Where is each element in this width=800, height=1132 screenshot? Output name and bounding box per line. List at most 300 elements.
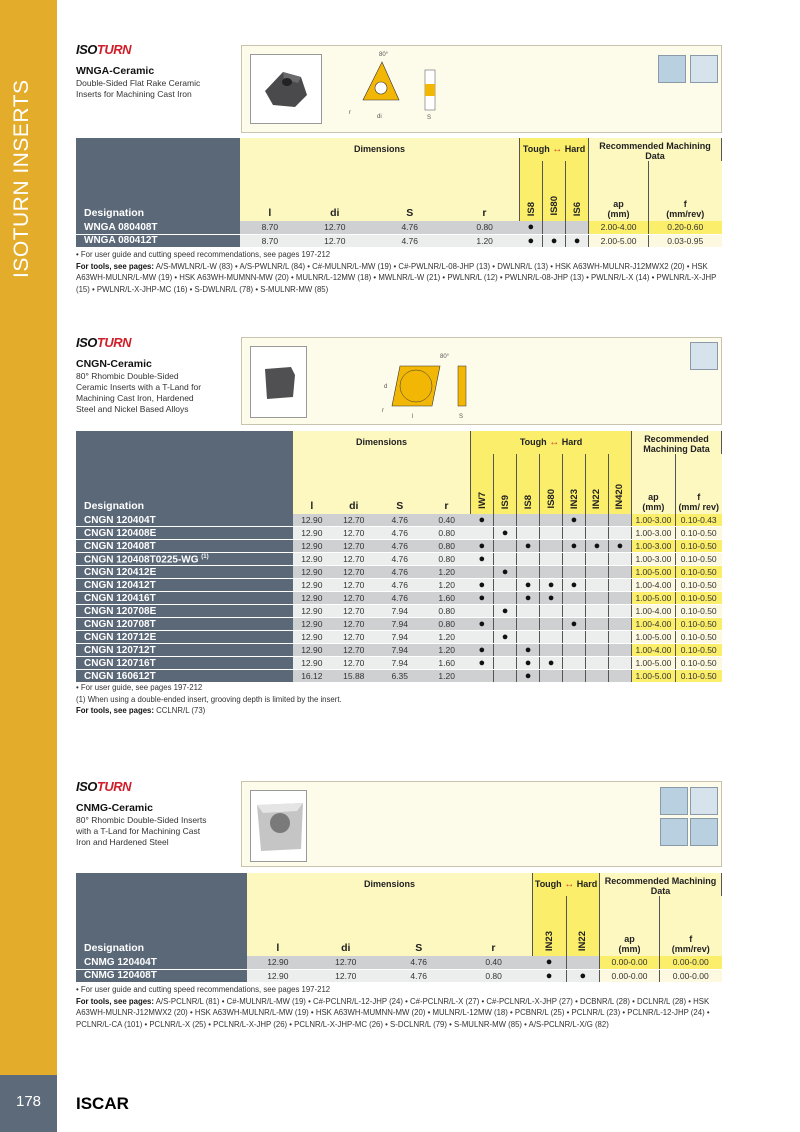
cell-s: 4.76 [377,579,423,592]
grade-availability [585,670,608,683]
designation: CNGN 120404T [76,514,293,527]
svg-text:l: l [412,414,414,420]
available-dot-icon: ● [570,540,578,553]
available-dot-icon: ● [593,540,601,553]
cell-r: 1.20 [450,234,520,247]
note: • For user guide, see pages 197-212 [76,683,203,693]
grade-availability [608,618,631,631]
grade-availability [608,514,631,527]
cell-s: 4.76 [370,221,450,234]
grade-availability [517,566,540,579]
grade-availability [471,514,494,527]
designation: CNMG 120404T [76,956,247,969]
grade-availability [517,644,540,657]
cell-s: 7.94 [377,605,423,618]
designation: CNMG 120408T [76,969,247,982]
svg-text:S: S [459,414,464,420]
header-s: S [377,454,423,514]
cell-f: 0.10-0.50 [675,553,721,566]
cell-ap: 1.00-5.00 [631,631,675,644]
cell-di: 12.70 [309,956,383,969]
cell-di: 12.70 [331,644,377,657]
cell-l: 8.70 [240,221,300,234]
cell-ap: 2.00-4.00 [589,221,649,234]
grade-availability [543,221,566,234]
cell-s: 4.76 [377,592,423,605]
designation: CNGN 120712T [76,644,293,657]
header-r: r [455,896,533,956]
grade-availability [563,592,586,605]
cell-s: 4.76 [377,514,423,527]
grade-availability [540,527,563,540]
cell-f: 0.10-0.50 [675,670,721,683]
available-dot-icon: ● [501,527,509,540]
available-dot-icon: ● [478,644,486,657]
grade-availability [494,527,517,540]
isoturn-logo: ISOTURN [76,42,132,57]
header-grade-is80: IS80 [543,161,566,221]
cell-f: 0.10-0.50 [675,527,721,540]
cell-di: 12.70 [331,631,377,644]
section-cngn [76,335,722,716]
grade-availability [608,644,631,657]
header-dimensions: Dimensions [293,431,471,454]
cell-di: 12.70 [331,527,377,540]
grade-availability [585,553,608,566]
cell-r: 0.40 [423,514,471,527]
available-dot-icon: ● [478,540,486,553]
header-l: l [247,896,309,956]
sidebar-title: ISOTURN INSERTS [10,79,33,278]
application-icon-95-95 [690,55,718,83]
grade-availability [585,605,608,618]
cell-di: 12.70 [309,969,383,982]
application-icon-75 [660,787,688,815]
cell-s: 4.76 [383,956,455,969]
cell-di: 12.70 [331,514,377,527]
designation: CNGN 120708T [76,618,293,631]
table-row [76,618,722,631]
tools-reference: For tools, see pages: A/S-PCLNR/L (81) • C#-MULNR/L-MW (19) • C#-PCLNR/L-12-JHP (24) • C#-PCLNR/L-X (27) • C#-PCLNR/L-X-JHP (27) • DCBNR/L (28) • DCLNR/L (28) • HSK A63WH-MULNR-J12MWX2 (20) • HSK A63WH-MULNR/L-MW (19) • HSK A63WH-MUMNN-MW (20) • MULNR/L-12MW (18) • PCBNR/L (25) • PCLNR/L (23) • PCLNR/L-12-JHP (24) • PCLNR/L-CA (101) • PCLNR/L-X (25) • PCLNR/L-X-JHP (26) • PCLNR/L-X-JHP-MC (26) • S-DCLNR/L (79) • S-MULNR-MW (85) • A/S-PCLNR/L-X/G (82) [76,996,710,1029]
available-dot-icon: ● [524,670,532,683]
grade-availability [608,631,631,644]
available-dot-icon: ● [545,956,553,969]
cell-di: 12.70 [331,657,377,670]
cell-f: 0.10-0.50 [675,566,721,579]
header-l: l [293,454,331,514]
available-dot-icon: ● [524,540,532,553]
grade-availability [540,618,563,631]
header-r: r [423,454,471,514]
notes [76,249,722,295]
note: (1) When using a double-ended insert, grooving depth is limited by the insert. [76,694,342,704]
product-title: CNGN-Ceramic [76,358,152,370]
cell-di: 12.70 [331,592,377,605]
cell-ap: 0.00-0.00 [600,969,660,982]
cell-s: 4.76 [377,553,423,566]
cell-r: 0.80 [423,527,471,540]
grade-availability [566,969,599,982]
cell-f: 0.10-0.50 [675,657,721,670]
tools-reference: For tools, see pages: CCLNR/L (73) [76,706,206,716]
grade-availability [563,553,586,566]
grade-availability [540,579,563,592]
cell-di: 12.70 [331,553,377,566]
table-row [76,631,722,644]
application-icon-95 [658,55,686,83]
grade-availability [471,657,494,670]
cell-s: 7.94 [377,618,423,631]
product-description: 80° Rhombic Double-Sided Ceramic Inserts with a T-Land for Machining Cast Iron, Hardened Steel and Nickel Based Alloys [76,371,202,414]
cell-s: 4.76 [370,234,450,247]
cell-s: 4.76 [377,540,423,553]
header-grade-in420: IN420 [608,454,631,514]
header-grade-is80: IS80 [540,454,563,514]
header-designation: Designation [76,138,240,221]
table-row [76,605,722,618]
grade-availability [471,566,494,579]
grade-availability [494,592,517,605]
cell-r: 1.60 [423,592,471,605]
table-row [76,657,722,670]
note: • For user guide and cutting speed recommendations, see pages 197-212 [76,985,331,994]
cell-ap: 1.00-5.00 [631,592,675,605]
cell-s: 7.94 [377,631,423,644]
header-f: f (mm/rev) [649,161,722,221]
available-dot-icon: ● [547,657,555,670]
grade-availability [533,969,566,982]
cell-l: 12.90 [293,553,331,566]
brand-footer: ISCAR [76,1094,129,1113]
application-icon-95 [660,818,688,846]
cell-l: 12.90 [293,592,331,605]
grade-availability [517,540,540,553]
grade-availability [563,527,586,540]
designation: CNGN 120412T [76,579,293,592]
cell-l: 12.90 [293,631,331,644]
cell-f: 0.10-0.50 [675,644,721,657]
svg-text:r: r [349,110,351,116]
svg-text:r: r [382,408,384,414]
cell-l: 12.90 [247,956,309,969]
spec-table [76,431,722,683]
application-icon-95-95 [690,787,718,815]
grade-availability [533,956,566,969]
grade-availability [471,605,494,618]
product-description: 80° Rhombic Double-Sided Inserts with a T-Land for Machining Cast Iron and Hardened Steel [76,815,207,847]
cell-l: 12.90 [293,657,331,670]
grade-availability [563,579,586,592]
available-dot-icon: ● [478,618,486,631]
info-box [241,45,722,133]
cell-r: 1.60 [423,657,471,670]
header-grade-is8: IS8 [520,161,543,221]
grade-availability [494,553,517,566]
cell-di: 12.70 [331,540,377,553]
designation: CNGN 120408T0225-WG $^{(1)}$ [76,553,293,566]
header-ap: ap (mm) [600,896,660,956]
insert-photo [250,54,322,124]
cell-ap: 1.00-3.00 [631,540,675,553]
cell-f: 0.10-0.43 [675,514,721,527]
table-row [76,234,722,247]
table-row [76,592,722,605]
cell-f: 0.10-0.50 [675,592,721,605]
header-recommended: Recommended Machining Data [631,431,721,454]
header-designation: Designation [76,873,247,956]
header-ap: ap (mm) [631,454,675,514]
available-dot-icon: ● [570,514,578,527]
grade-availability [585,540,608,553]
header-grade-in22: IN22 [566,896,599,956]
header-grade-is6: IS6 [566,161,589,221]
available-dot-icon: ● [527,234,535,247]
available-dot-icon: ● [524,644,532,657]
grade-availability [585,618,608,631]
grade-availability [608,657,631,670]
cell-l: 12.90 [293,644,331,657]
page-number: 178 [15,1093,42,1110]
grade-availability [471,592,494,605]
cell-ap: 2.00-5.00 [589,234,649,247]
product-description: Double-Sided Flat Rake Ceramic Inserts for Machining Cast Iron [76,78,201,99]
table-row [76,514,722,527]
section-cnmg [76,779,722,1029]
double-arrow-icon: ↔ [564,879,575,890]
grade-availability [608,540,631,553]
header-grades: Tough ↔ Hard [520,138,589,161]
available-dot-icon: ● [570,579,578,592]
cell-s: 4.76 [377,527,423,540]
cell-ap: 1.00-5.00 [631,657,675,670]
grade-availability [563,514,586,527]
svg-text:di: di [377,114,382,120]
table-row [76,566,722,579]
tools-reference: For tools, see pages: A/S-MWLNR/L-W (83) • A/S-PWLNR/L (84) • C#-MULNR/L-MW (19) • C#-PWLNR/L-08-JHP (13) • DWLNR/L (13) • HSK A63WH-MULNR-J12MWX2 (20) • HSK A63WH-MULNR/L-MW (19) • HSK A63WH-MUMNN-MW (20) • MULNR/L-12MW (18) • MWLNR/L-W (21) • PWLNR/L (12) • PWLNR/L-08-JHP (13) • PWLNR/L-X (14) • PWLNR/L-X-JHP (15) • PWLNR/L-X-JHP-MC (16) • S-DWLNR/L (78) • S-MULNR-MW (85) [76,261,717,294]
table-row [76,644,722,657]
info-box [241,781,722,867]
table-row [76,670,722,683]
cell-s: 6.35 [377,670,423,683]
grade-availability [585,631,608,644]
available-dot-icon: ● [545,969,553,982]
grade-availability [585,566,608,579]
application-icon-75-b [690,818,718,846]
grade-availability [494,618,517,631]
available-dot-icon: ● [478,514,486,527]
grade-availability [494,631,517,644]
cell-ap: 1.00-4.00 [631,644,675,657]
grade-availability [608,566,631,579]
header-dimensions: Dimensions [247,873,533,896]
grade-availability [608,605,631,618]
grade-availability [563,605,586,618]
designation: WNGA 080408T [76,221,240,234]
designation: CNGN 120712E [76,631,293,644]
cell-s: 7.94 [377,644,423,657]
designation: CNGN 120412E [76,566,293,579]
header-r: r [450,161,520,221]
grade-availability [471,553,494,566]
cell-s: 4.76 [383,969,455,982]
product-title: WNGA-Ceramic [76,65,155,77]
table-row [76,540,722,553]
cell-f: 0.00-0.00 [659,956,721,969]
note: • For user guide and cutting speed recommendations, see pages 197-212 [76,250,331,259]
grade-availability [517,657,540,670]
grade-availability [563,670,586,683]
svg-text:S: S [427,115,432,121]
grade-availability [471,644,494,657]
grade-availability [585,644,608,657]
header-grade-is9: IS9 [494,454,517,514]
grade-availability [563,540,586,553]
table-row [76,527,722,540]
insert-photo [250,346,307,418]
spec-table [76,138,722,248]
grade-availability [585,657,608,670]
header-designation: Designation [76,431,293,514]
header-di: di [331,454,377,514]
header-f: f (mm/ rev) [675,454,721,514]
grade-availability [494,670,517,683]
cell-l: 16.12 [293,670,331,683]
grade-availability [585,592,608,605]
grade-availability [540,540,563,553]
grade-availability [540,514,563,527]
info-box [241,337,722,425]
grade-availability [540,644,563,657]
grade-availability [608,592,631,605]
cell-r: 0.80 [423,540,471,553]
grade-availability [566,234,589,247]
grade-availability [585,527,608,540]
table-row [76,221,722,234]
table-row [76,956,722,969]
cell-r: 1.20 [423,670,471,683]
grade-availability [563,631,586,644]
cell-l: 8.70 [240,234,300,247]
header-recommended: Recommended Machining Data [600,873,722,896]
header-grade-in22: IN22 [585,454,608,514]
grade-availability [563,657,586,670]
grade-availability [471,527,494,540]
header-f: f (mm/rev) [659,896,721,956]
header-grade-iw7: IW7 [471,454,494,514]
cell-r: 1.20 [423,631,471,644]
table-row [76,579,722,592]
cell-r: 0.80 [450,221,520,234]
header-grades: Tough ↔ Hard [471,431,632,454]
table-row [76,553,722,566]
available-dot-icon: ● [616,540,624,553]
available-dot-icon: ● [478,553,486,566]
cell-di: 12.70 [300,221,370,234]
grade-availability [540,631,563,644]
cell-ap: 1.00-3.00 [631,514,675,527]
available-dot-icon: ● [524,592,532,605]
cell-s: 7.94 [377,657,423,670]
cell-ap: 0.00-0.00 [600,956,660,969]
product-title: CNMG-Ceramic [76,802,154,814]
grade-availability [608,553,631,566]
grade-availability [608,527,631,540]
grade-availability [517,618,540,631]
grade-availability [494,514,517,527]
insert-drawing [382,344,502,429]
available-dot-icon: ● [524,657,532,670]
cell-r: 1.20 [423,566,471,579]
grade-availability [540,657,563,670]
svg-text:80°: 80° [379,52,389,58]
cell-l: 12.90 [293,579,331,592]
grade-availability [520,221,543,234]
designation: CNGN 120416T [76,592,293,605]
cell-di: 12.70 [331,605,377,618]
available-dot-icon: ● [547,579,555,592]
cell-ap: 1.00-3.00 [631,553,675,566]
cell-l: 12.90 [293,527,331,540]
grade-availability [540,605,563,618]
grade-availability [608,670,631,683]
grade-availability [566,956,599,969]
available-dot-icon: ● [501,605,509,618]
cell-ap: 1.00-5.00 [631,670,675,683]
cell-l: 12.90 [293,566,331,579]
designation: WNGA 080412T [76,234,240,247]
double-arrow-icon: ↔ [549,437,560,448]
cell-di: 15.88 [331,670,377,683]
cell-f: 0.00-0.00 [659,969,721,982]
grade-availability [494,566,517,579]
grade-availability [471,670,494,683]
designation: CNGN 120716T [76,657,293,670]
header-ap: ap (mm) [589,161,649,221]
grade-availability [494,644,517,657]
grade-availability [563,644,586,657]
cell-r: 1.20 [423,644,471,657]
cell-f: 0.10-0.50 [675,631,721,644]
grade-availability [540,670,563,683]
available-dot-icon: ● [550,234,558,247]
available-dot-icon: ● [501,566,509,579]
cell-f: 0.10-0.50 [675,618,721,631]
cell-f: 0.20-0.60 [649,221,722,234]
notes [76,682,722,717]
cell-r: 0.40 [455,956,533,969]
sidebar [0,0,57,1132]
cell-f: 0.10-0.50 [675,579,721,592]
header-l: l [240,161,300,221]
grade-availability [608,579,631,592]
available-dot-icon: ● [547,592,555,605]
grade-availability [471,618,494,631]
designation: CNGN 120708E [76,605,293,618]
grade-availability [540,553,563,566]
cell-l: 12.90 [247,969,309,982]
header-s: S [383,896,455,956]
available-dot-icon: ● [478,579,486,592]
cell-f: 0.03-0.95 [649,234,722,247]
designation: CNGN 120408T [76,540,293,553]
cell-ap: 1.00-3.00 [631,527,675,540]
grade-availability [585,514,608,527]
grade-availability [517,579,540,592]
isoturn-logo: ISOTURN [76,335,132,350]
spec-table [76,873,722,983]
cell-r: 0.80 [455,969,533,982]
cell-r: 0.80 [423,618,471,631]
